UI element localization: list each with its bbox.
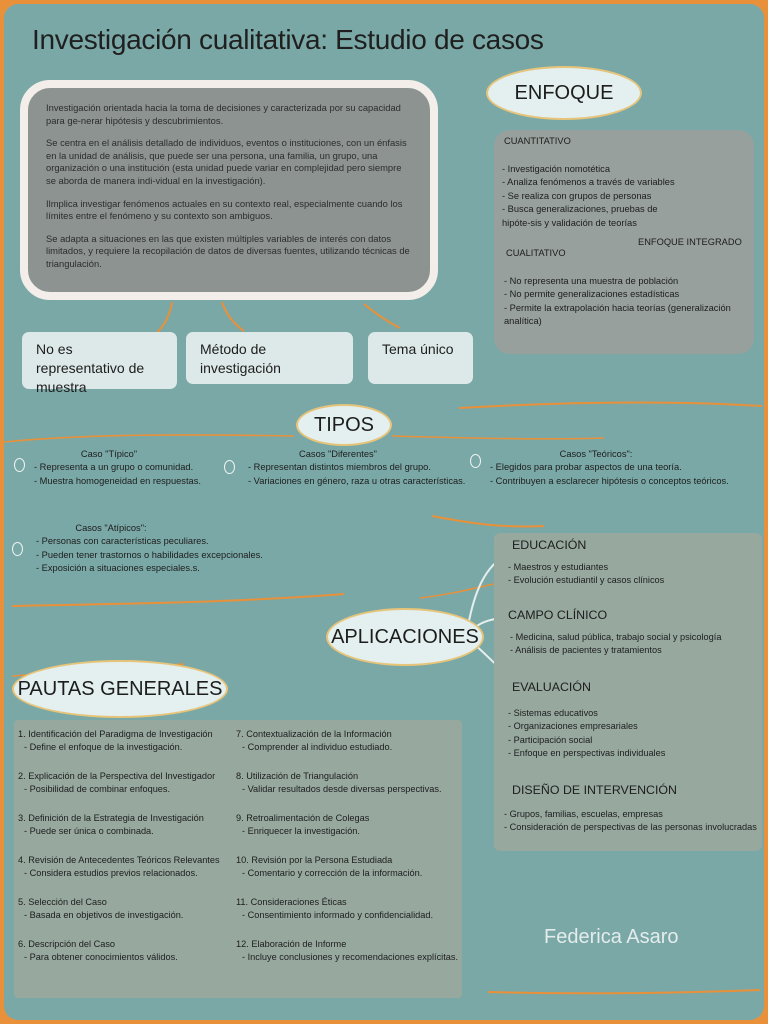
app-title-evaluacion: EVALUACIÓN (512, 680, 591, 694)
list-item: - Representa a un grupo o comunidad. (34, 462, 194, 473)
cualitativo-list (504, 275, 748, 329)
intro-paragraph: Se centra en el análisis detallado de individuos, eventos o instituciones, con un énfasis en la unidad de análisis, que puede ser una persona, una familia, un grupo, una organización o una institución (esta unidad puede variar en complejidad pero siempre se aborda de manera indi-vidual en la investigación). (46, 137, 407, 186)
pauta-sub: - Validar resultados desde diversas perspectivas. (242, 784, 442, 795)
tipo-title: Casos "Atípicos": (75, 523, 147, 533)
pauta-sub: - Considera estudios previos relacionados. (24, 868, 198, 879)
list-item: - Investigación nomotética (502, 164, 611, 174)
pauta-sub: - Basada en objetivos de investigación. (24, 910, 184, 921)
list-item: - Analiza fenómenos a través de variables (502, 177, 675, 188)
pauta-item (236, 854, 462, 896)
enfoque-integrado-label: ENFOQUE INTEGRADO (638, 237, 742, 247)
pauta-item (18, 770, 238, 812)
pauta-item (18, 896, 238, 938)
pauta-title: 1. Identificación del Paradigma de Investigación (18, 729, 213, 739)
tipo-teoricos (490, 448, 740, 488)
tipo-title: Casos "Diferentes" (299, 449, 377, 459)
pauta-title: 6. Descripción del Caso (18, 939, 116, 949)
pauta-title: 9. Retroalimentación de Colegas (236, 813, 370, 823)
pautas-column-left (18, 728, 238, 980)
pauta-sub: - Define el enfoque de la investigación. (24, 742, 183, 753)
list-item: - Grupos, familias, escuelas, empresas (504, 809, 663, 819)
intro-box (20, 80, 438, 300)
pauta-sub: - Enriquecer la investigación. (242, 826, 360, 837)
pauta-title: 3. Definición de la Estrategia de Investigación (18, 813, 204, 823)
app-title-clinico: CAMPO CLÍNICO (508, 608, 608, 622)
intro-paragraph: Investigación orientada hacia la toma de decisiones y caracterizada por su capacidad para ge-nerar hipótesis y descubrimientos. (46, 102, 401, 126)
pauta-sub: - Comprender al individuo estudiado. (242, 742, 393, 753)
feature-bubble-representativo: No es representativo de muestra (22, 332, 177, 389)
intro-paragraph: Se adapta a situaciones en las que existen múltiples variables de interés con datos limitados, y requiere la recopilación de datos de diversas fuentes, utilizando técnicas de triangulación. (46, 232, 410, 269)
intro-paragraph: Ilmplica investigar fenómenos actuales en su contexto real, especialmente cuando los límites entre el fenómeno y su contexto son ambiguos. (46, 197, 403, 222)
pautas-heading: PAUTAS GENERALES (12, 660, 228, 718)
list-item: - Representan distintos miembros del grupo. (248, 462, 431, 473)
list-item: - Participación social (508, 734, 593, 745)
list-item: - Personas con características peculiares. (36, 536, 209, 547)
cuantitativo-list (502, 163, 677, 230)
pauta-item (236, 938, 462, 980)
app-list-evaluacion (508, 707, 758, 761)
tipo-title: Caso "Típico" (80, 449, 138, 459)
tipo-title: Casos "Teóricos": (559, 449, 633, 459)
pauta-item (18, 728, 238, 770)
pauta-sub: - Posibilidad de combinar enfoques. (24, 784, 171, 795)
pauta-title: 7. Contextualización de la Información (236, 729, 392, 739)
pauta-item (236, 770, 462, 812)
circle-bullet-icon (224, 460, 235, 474)
pauta-sub: - Comentario y corrección de la información. (242, 868, 423, 879)
enfoque-heading: ENFOQUE (486, 66, 642, 120)
list-item: - Elegidos para probar aspectos de una teoría. (490, 462, 682, 473)
pauta-sub: - Puede ser única o combinada. (24, 826, 154, 837)
tipo-atipicos (36, 522, 276, 576)
app-list-intervencion (504, 808, 760, 835)
list-item: - Sistemas educativos (508, 708, 598, 718)
pauta-title: 10. Revisión por la Persona Estudiada (236, 855, 393, 865)
app-title-intervencion: DISEÑO DE INTERVENCIÓN (512, 783, 678, 797)
pauta-item (18, 812, 238, 854)
aplicaciones-heading: APLICACIONES (326, 608, 484, 666)
list-item: - Evolución estudiantil y casos clínicos (508, 575, 665, 586)
pauta-title: 5. Selección del Caso (18, 897, 107, 907)
list-item: - Maestros y estudiantes (508, 562, 609, 572)
cuantitativo-label: CUANTITATIVO (504, 136, 571, 146)
list-item: - Contribuyen a esclarecer hipótesis o conceptos teóricos. (490, 475, 729, 486)
list-item: - Muestra homogeneidad en respuestas. (34, 475, 201, 486)
page-title: Investigación cualitativa: Estudio de casos (32, 24, 544, 55)
pauta-item (236, 812, 462, 854)
list-item: - Se realiza con grupos de personas (502, 190, 652, 201)
list-item: - No representa una muestra de población (504, 276, 679, 286)
pauta-title: 12. Elaboración de Informe (236, 939, 347, 949)
app-list-educacion (508, 561, 758, 588)
pauta-item (18, 938, 238, 980)
feature-bubble-metodo: Método de investigación (186, 332, 353, 384)
list-item: - Enfoque en perspectivas individuales (508, 748, 666, 759)
circle-bullet-icon (14, 458, 25, 472)
tipos-heading: TIPOS (296, 404, 392, 446)
list-item: - Permite la extrapolación hacia teorías (generalización analítica) (504, 302, 731, 327)
pauta-item (18, 854, 238, 896)
circle-bullet-icon (470, 454, 481, 468)
cualitativo-label: CUALITATIVO (506, 248, 566, 258)
list-item: - No permite generalizaciones estadísticas (504, 289, 680, 300)
pauta-item (236, 896, 462, 938)
pauta-sub: - Incluye conclusiones y recomendaciones explícitas. (242, 952, 459, 963)
list-item: - Medicina, salud pública, trabajo social y psicología (510, 632, 722, 642)
pautas-column-right (236, 728, 462, 980)
pauta-title: 11. Consideraciones Éticas (236, 897, 347, 907)
pauta-title: 4. Revisión de Antecedentes Teóricos Relevantes (18, 855, 220, 865)
list-item: - Análisis de pacientes y tratamientos (510, 645, 662, 656)
list-item: - Exposición a situaciones especiales.s. (36, 563, 200, 574)
author-name: Federica Asaro (544, 926, 679, 948)
app-title-educacion: EDUCACIÓN (512, 538, 587, 552)
feature-bubble-tema: Tema único (368, 332, 473, 384)
app-list-clinico (510, 631, 760, 658)
list-item: - Variaciones en género, raza u otras características. (248, 475, 466, 486)
list-item: - Consideración de perspectivas de las personas involucradas (504, 822, 757, 833)
list-item: - Busca generalizaciones, pruebas de hipóte-sis y validación de teorías (502, 204, 658, 228)
tipo-diferentes (248, 448, 468, 488)
list-item: - Organizaciones empresariales (508, 721, 638, 732)
pauta-title: 8. Utilización de Triangulación (236, 771, 359, 781)
pauta-item (236, 728, 462, 770)
circle-bullet-icon (12, 542, 23, 556)
tipo-tipico (34, 448, 234, 488)
pauta-sub: - Consentimiento informado y confidencialidad. (242, 910, 433, 921)
poster (4, 4, 764, 1020)
pauta-sub: - Para obtener conocimientos válidos. (24, 952, 178, 963)
list-item: - Pueden tener trastornos o habilidades excepcionales. (36, 549, 263, 560)
pauta-title: 2. Explicación de la Perspectiva del Investigador (18, 771, 216, 781)
